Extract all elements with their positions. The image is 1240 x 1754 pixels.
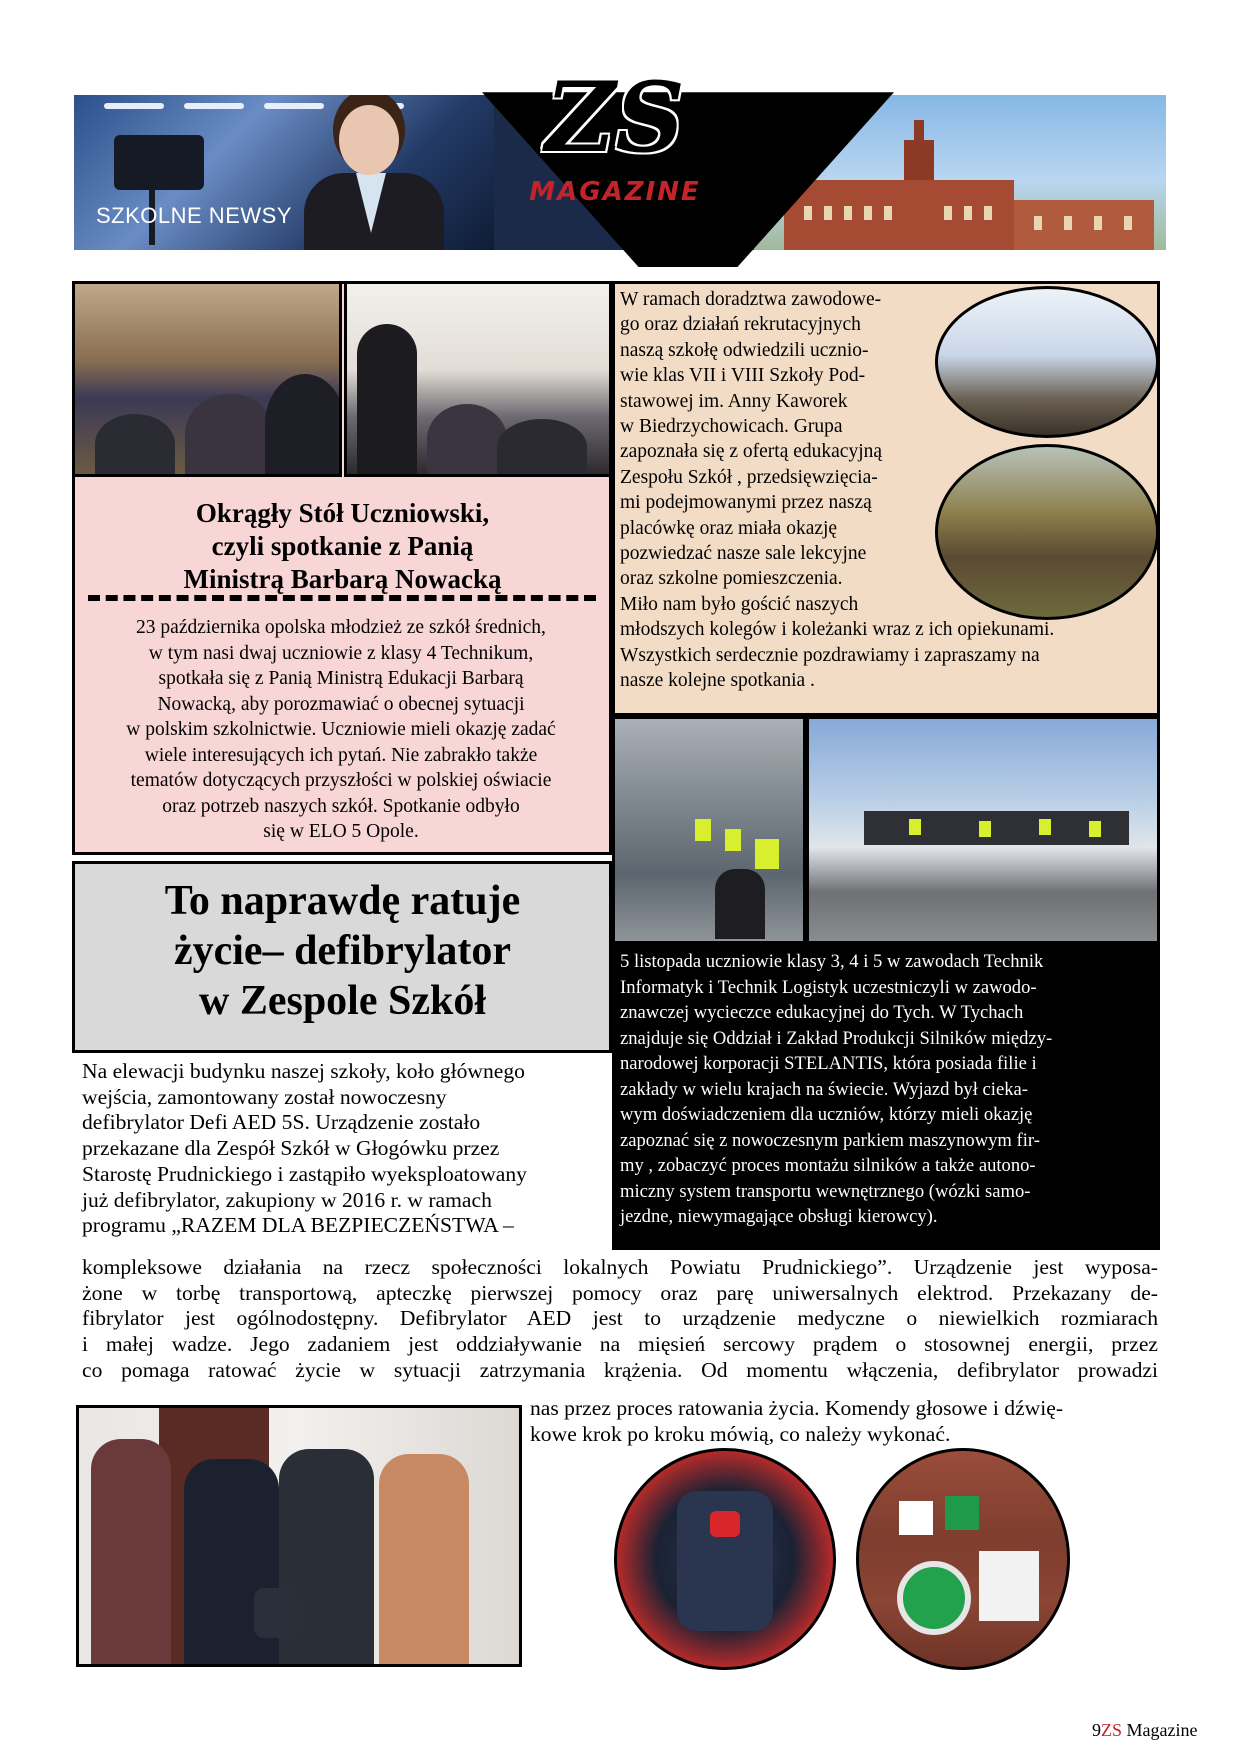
dashed-divider <box>88 595 596 601</box>
logo-magazine: MAGAZINE <box>529 177 701 207</box>
footer-magazine: Magazine <box>1122 1720 1198 1740</box>
factory-trip-text: 5 listopada uczniowie klasy 3, 4 i 5 w zawodach Technik Informatyk i Technik Logistyk uczestniczyli w zawodo- znawczej wycieczce edukacyjnej do Tych. W Tychach znajduje się Oddział i Zakład Produkcji Silników między- narodowej korporacji STELANTIS, która posiada filie i zakłady w wielu krajach na świecie. Wyjazd był cieka- wym doświadczeniem dla uczniów, którzy mieli okazję zapoznać się z nowoczesnym parkiem maszynowym fir- my , zobaczyć proces montażu silników a także autono- miczny system transportu wewnętrznego (wózki samo- jezdne, niewymagające obsługi kierowcy). <box>620 951 1053 1227</box>
aed-bag-photo <box>614 1448 836 1670</box>
round-table-body: 23 października opolska młodzież ze szkół średnich, w tym nasi dwaj uczniowie z klasy 4 Technikum, spotkała się z Panią Ministrą Edukacji Barbarą Nowacką, aby porozmawiać o obecnej sytuacji w polskim szkolnictwie. Uczniowie mieli okazję zadać wiele interesujących ich pytań. Nie zabrakło także tematów dotyczących przyszłości w polskiej oświacie oraz potrzeb naszych szkół. Spotkanie odbyło się w ELO 5 Opole. <box>126 617 556 842</box>
section-label: SZKOLNE NEWSY <box>96 203 292 228</box>
classroom-photo-oval <box>935 286 1159 438</box>
page-number: 9 <box>1092 1720 1101 1740</box>
aed-wall-cabinet-photo <box>856 1448 1070 1670</box>
group-outdoor-photo-oval <box>935 444 1159 620</box>
school-visit-text: W ramach doradztwa zawodowe- go oraz działań rekrutacyjnych naszą szkołę odwiedzili ucznio- wie klas VII i VIII Szkoły Pod- stawowej im. Anny Kaworek w Biedrzychowicach. Grupa zapoznała się z ofertą edukacyjną Zespołu Szkół , przedsięwzięcia- mi podejmowanymi przez naszą placówkę oraz miała okazję pozwiedzać nasze sale lekcyjne oraz szkolne pomieszczenia. Miło nam było gościć naszych młodszych kolegów i koleżanki wraz z ich opiekunami. Wszystkich serdecznie pozdrawiamy i zapraszamy na nasze kolejne spotkania . <box>620 289 1055 692</box>
round-table-title: Okrągły Stół Uczniowski, czyli spotkanie z Panią Ministrą Barbarą Nowacką <box>183 498 502 594</box>
aed-article-title: To naprawdę ratuje życie– defibrylator w Zespole Szkół <box>164 878 521 1024</box>
handover-photo <box>76 1405 522 1667</box>
meeting-hall-photo <box>72 281 342 477</box>
footer-brand: ZS <box>1101 1720 1123 1740</box>
aed-article-tail: nas przez proces ratowania życia. Komendy głosowe i dźwię- kowe krok po kroku mówią, co należy wykonać. <box>530 1396 1064 1446</box>
minister-meeting-photo <box>344 281 612 477</box>
factory-hall-photo <box>612 716 806 944</box>
aed-article-column: Na elewacji budynku naszej szkoły, koło głównego wejścia, zamontowany został nowoczesny defibrylator Defi AED 5S. Urządzenie zostało przekazane dla Zespół Szkół w Głogówku przez Starostę Prudnickiego i zastąpiło wyeksploatowany już defibrylator, zakupiony w 2016 r. w ramach programu „RAZEM DLA BEZPIECZEŃSTWA – <box>82 1059 527 1238</box>
logo-zs: ZS <box>545 61 685 174</box>
factory-group-photo <box>806 716 1160 944</box>
page-footer <box>1092 1720 1197 1741</box>
aed-article-wide: kompleksowe działania na rzecz społeczności lokalnych Powiatu Prudnickiego”. Urządzenie jest wyposa- żone w torbę transportową, apteczkę pierwszej pomocy oraz parę uniwersalnych elektrod. Przekazany de- fibrylator jest ogólnodostępny. Defibrylator AED jest to urządzenie medyczne o niewielkich rozmiarach i małej wadze. Jego zadaniem jest oddziaływanie na mięsień sercowy prądem o stosownej energii, przez co pomaga ratować życie w sytuacji zatrzymania krążenia. Od momentu włączenia, defibrylator prowadzi <box>82 1255 1158 1382</box>
